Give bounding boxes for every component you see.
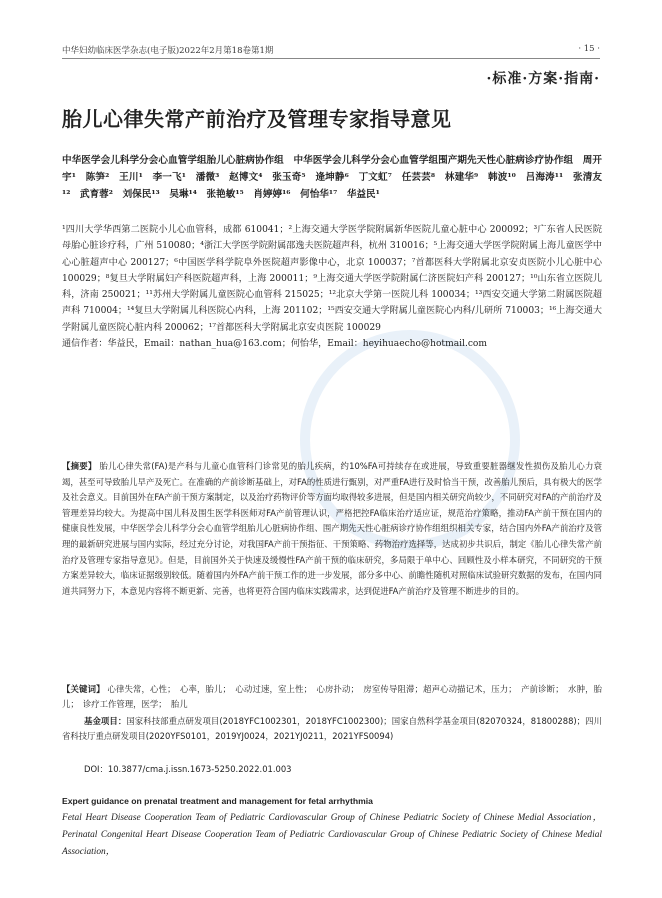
funding-text: 国家科技部重点研发项目(2018YFC1002301，2018YFC1002300)；国家自然科学基金项目(82070324，81800288)；四川省科技厅重点研发项目(2020YFS0101，2019YJ0024，2021YJ0211，2021YFS0094): [62, 716, 602, 742]
section-label: ·标准·方案·指南·: [486, 71, 600, 87]
english-authors: Fetal Heart Disease Cooperation Team of Pediatric Cardiovascular Group of Chinese Pediatric Society of Chinese Medial Association，Perinatal Congenital Heart Disease Cooperation Team of Pediatric Cardiovascular Group of Chinese Pediatric Society of Chinese Medial Association，: [62, 813, 602, 857]
funding-label: 基金项目：: [84, 716, 127, 726]
keywords: [62, 682, 602, 713]
funding: [62, 714, 602, 745]
author-list: 中华医学会儿科学分会心血管学组胎儿心脏病协作组 中华医学会儿科学分会心血管学组围产期先天性心脏病诊疗协作组 周开宇¹ 陈笋² 王川¹ 李一飞¹ 潘微³ 赵博文⁴ 张玉奇⁵ 逄坤静⁶ 丁文虹⁷ 任芸芸⁸ 林建华⁹ 韩波¹⁰ 吕海涛¹¹ 张清友¹² 武育蓉² 刘保民¹³ 吴琳¹⁴ 张艳敏¹⁵ 肖婷婷¹⁶ 何怡华¹⁷ 华益民¹: [62, 155, 602, 200]
keywords-label: 【关键词】: [62, 684, 105, 694]
affiliations: [62, 222, 602, 352]
correspondence: 通信作者：华益民，Email：nathan_hua@163.com；何怡华，Email：heyihuaecho@hotmail.com: [62, 339, 488, 350]
journal-name: 中华妇幼临床医学杂志(电子版)2022年2月第18卷第1期: [62, 46, 274, 56]
english-title: Expert guidance on prenatal treatment and management for fetal arrhythmia: [62, 796, 373, 806]
article-title: 胎儿心律失常产前治疗及管理专家指导意见: [62, 107, 452, 131]
affiliation-text: ¹四川大学华西第二医院小儿心血管科，成都 610041；²上海交通大学医学院附属新华医院儿童心脏中心 200092；³广东省人民医院母胎心脏诊疗科，广州 510080；⁴浙江大学医学院附属邵逸夫医院超声科，杭州 310016；⁵上海交通大学医学院附属上海儿童医学中心心脏超声中心 200127；⁶中国医学科学院阜外医院超声影像中心，北京 100037；⁷首都医科大学附属北京安贞医院小儿心脏中心 100029；⁸复旦大学附属妇产科医院超声科，上海 200011；⁹上海交通大学医学院附属仁济医院妇产科 200127；¹⁰山东省立医院儿科，济南 250021；¹¹苏州大学附属儿童医院心血管科 215025；¹²北京大学第一医院儿科 100034；¹³西安交通大学第二附属医院超声科 710004；¹⁴复旦大学附属儿科医院心内科，上海 201102；¹⁵西安交通大学附属儿童医院心内科/儿研所 710003；¹⁶上海交通大学附属儿童医院心脏内科 200062；¹⁷首都医科大学附属北京安贞医院 100029: [62, 225, 602, 333]
keywords-text: 心律失常，心性； 心率，胎儿； 心动过速，室上性； 心房扑动； 房室传导阻滞；超声心动描记术，压力； 产前诊断； 水肿，胎儿； 诊疗工作管理，医学； 胎儿: [62, 684, 603, 710]
abstract-text: 胎儿心律失常(FA)是产科与儿童心血管科门诊常见的胎儿疾病，约10%FA可持续存在或进展，导致重要脏器继发性损伤及胎儿心力衰竭，甚至可导致胎儿早产及死亡。在准确的产前诊断基础上，对FA的性质进行甄别，对严重FA进行及时恰当干预，改善胎儿预后，具有极大的医学及社会意义。目前国外在FA产前干预方案制定，以及治疗药物评价等方面均取得较多进展，但是国内相关研究尚较少，不同研究对FA的产前治疗及管理差异均较大。为提高中国儿科及围生医学科医师对FA产前管理认识，严格把控FA临床治疗适应证，规范治疗策略，推动FA产前干预在国内的健康良性发展，中华医学会儿科学分会心血管学组胎儿心脏病协作组、围产期先天性心脏病诊疗协作组组织相关专家，结合国内外FA产前治疗及管理的最新研究进展与国内实际，经过充分讨论，对我国FA产前干预指征、干预策略、药物治疗选择等，达成初步共识后，制定《胎儿心律失常产前治疗及管理专家指导意见》。但是，目前国外关于快速及缓慢性FA产前干预的临床研究，多局限于单中心、回顾性及小样本研究，不同研究的干预方案差异较大，临床证据级别较低。随着国内外FA产前干预工作的进一步发展，部分多中心、前瞻性随机对照临床试验研究数据的发布，在国内同道共同努力下，本意见内容将不断更新、完善，也将更符合国内临床实践需求，达到促进FA产前治疗及管理不断进步的目的。: [62, 461, 602, 596]
doi: DOI：10.3877/cma.j.issn.1673-5250.2022.01.003: [84, 764, 292, 774]
running-header: [62, 44, 600, 59]
abstract: [62, 459, 602, 599]
page-number: · 15 ·: [578, 44, 600, 54]
abstract-label: 【摘要】: [62, 461, 97, 471]
